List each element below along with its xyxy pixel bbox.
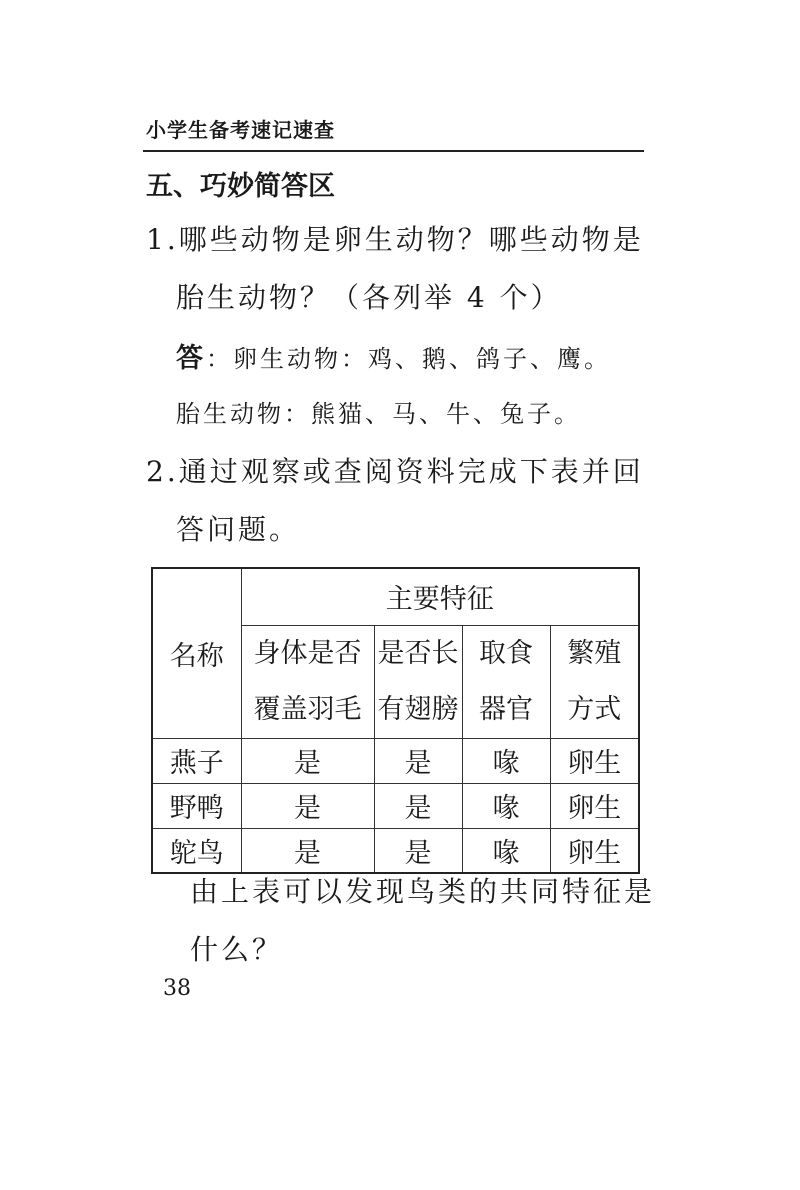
table-cell: 是	[374, 828, 462, 873]
col-header-wings: 是否长 有翅膀	[374, 625, 462, 738]
table-cell: 是	[374, 783, 462, 828]
table-cell: 卵生	[550, 828, 639, 873]
row-name: 野鸭	[152, 783, 241, 828]
answer-label: 答	[176, 343, 206, 374]
table-cell: 喙	[462, 783, 550, 828]
q2-follow-line2: 什么？	[190, 933, 284, 966]
table-cell: 卵生	[550, 738, 639, 783]
table-cell: 是	[241, 828, 374, 873]
table-row	[152, 783, 639, 828]
q1-line2: 胎生动物？（各列举 4 个）	[176, 281, 562, 314]
header-rule	[143, 150, 644, 152]
table-row	[152, 738, 639, 783]
col-header-feathers: 身体是否 覆盖羽毛	[241, 625, 374, 738]
table-cell: 是	[241, 738, 374, 783]
table-cell: 是	[374, 738, 462, 783]
q1-answer-line2: 胎生动物：熊猫、马、牛、兔子。	[176, 400, 581, 428]
feature-table	[151, 567, 640, 874]
q1-answer-line1	[176, 336, 611, 375]
q2-line1: 2.通过观察或查阅资料完成下表并回	[146, 455, 644, 488]
col-header-reproduction: 繁殖 方式	[550, 625, 639, 738]
q2-follow-line1: 由上表可以发现鸟类的共同特征是	[190, 875, 656, 908]
table-cell: 喙	[462, 828, 550, 873]
col-header-feeding: 取食 器官	[462, 625, 550, 738]
section-title: 五、巧妙简答区	[146, 171, 335, 202]
group-header: 主要特征	[241, 568, 639, 625]
q2-line2: 答问题。	[176, 513, 301, 546]
name-header: 名称	[152, 568, 241, 738]
page-number: 38	[163, 976, 191, 1001]
table-cell: 是	[241, 783, 374, 828]
q1-line1: 1.哪些动物是卵生动物？哪些动物是	[146, 223, 644, 256]
answer-oviparous: ：卵生动物：鸡、鹅、鸽子、鹰。	[206, 345, 611, 373]
row-name: 燕子	[152, 738, 241, 783]
table-row	[152, 828, 639, 873]
table-cell: 喙	[462, 738, 550, 783]
row-name: 鸵鸟	[152, 828, 241, 873]
table-cell: 卵生	[550, 783, 639, 828]
running-header: 小学生备考速记速查	[146, 118, 335, 142]
